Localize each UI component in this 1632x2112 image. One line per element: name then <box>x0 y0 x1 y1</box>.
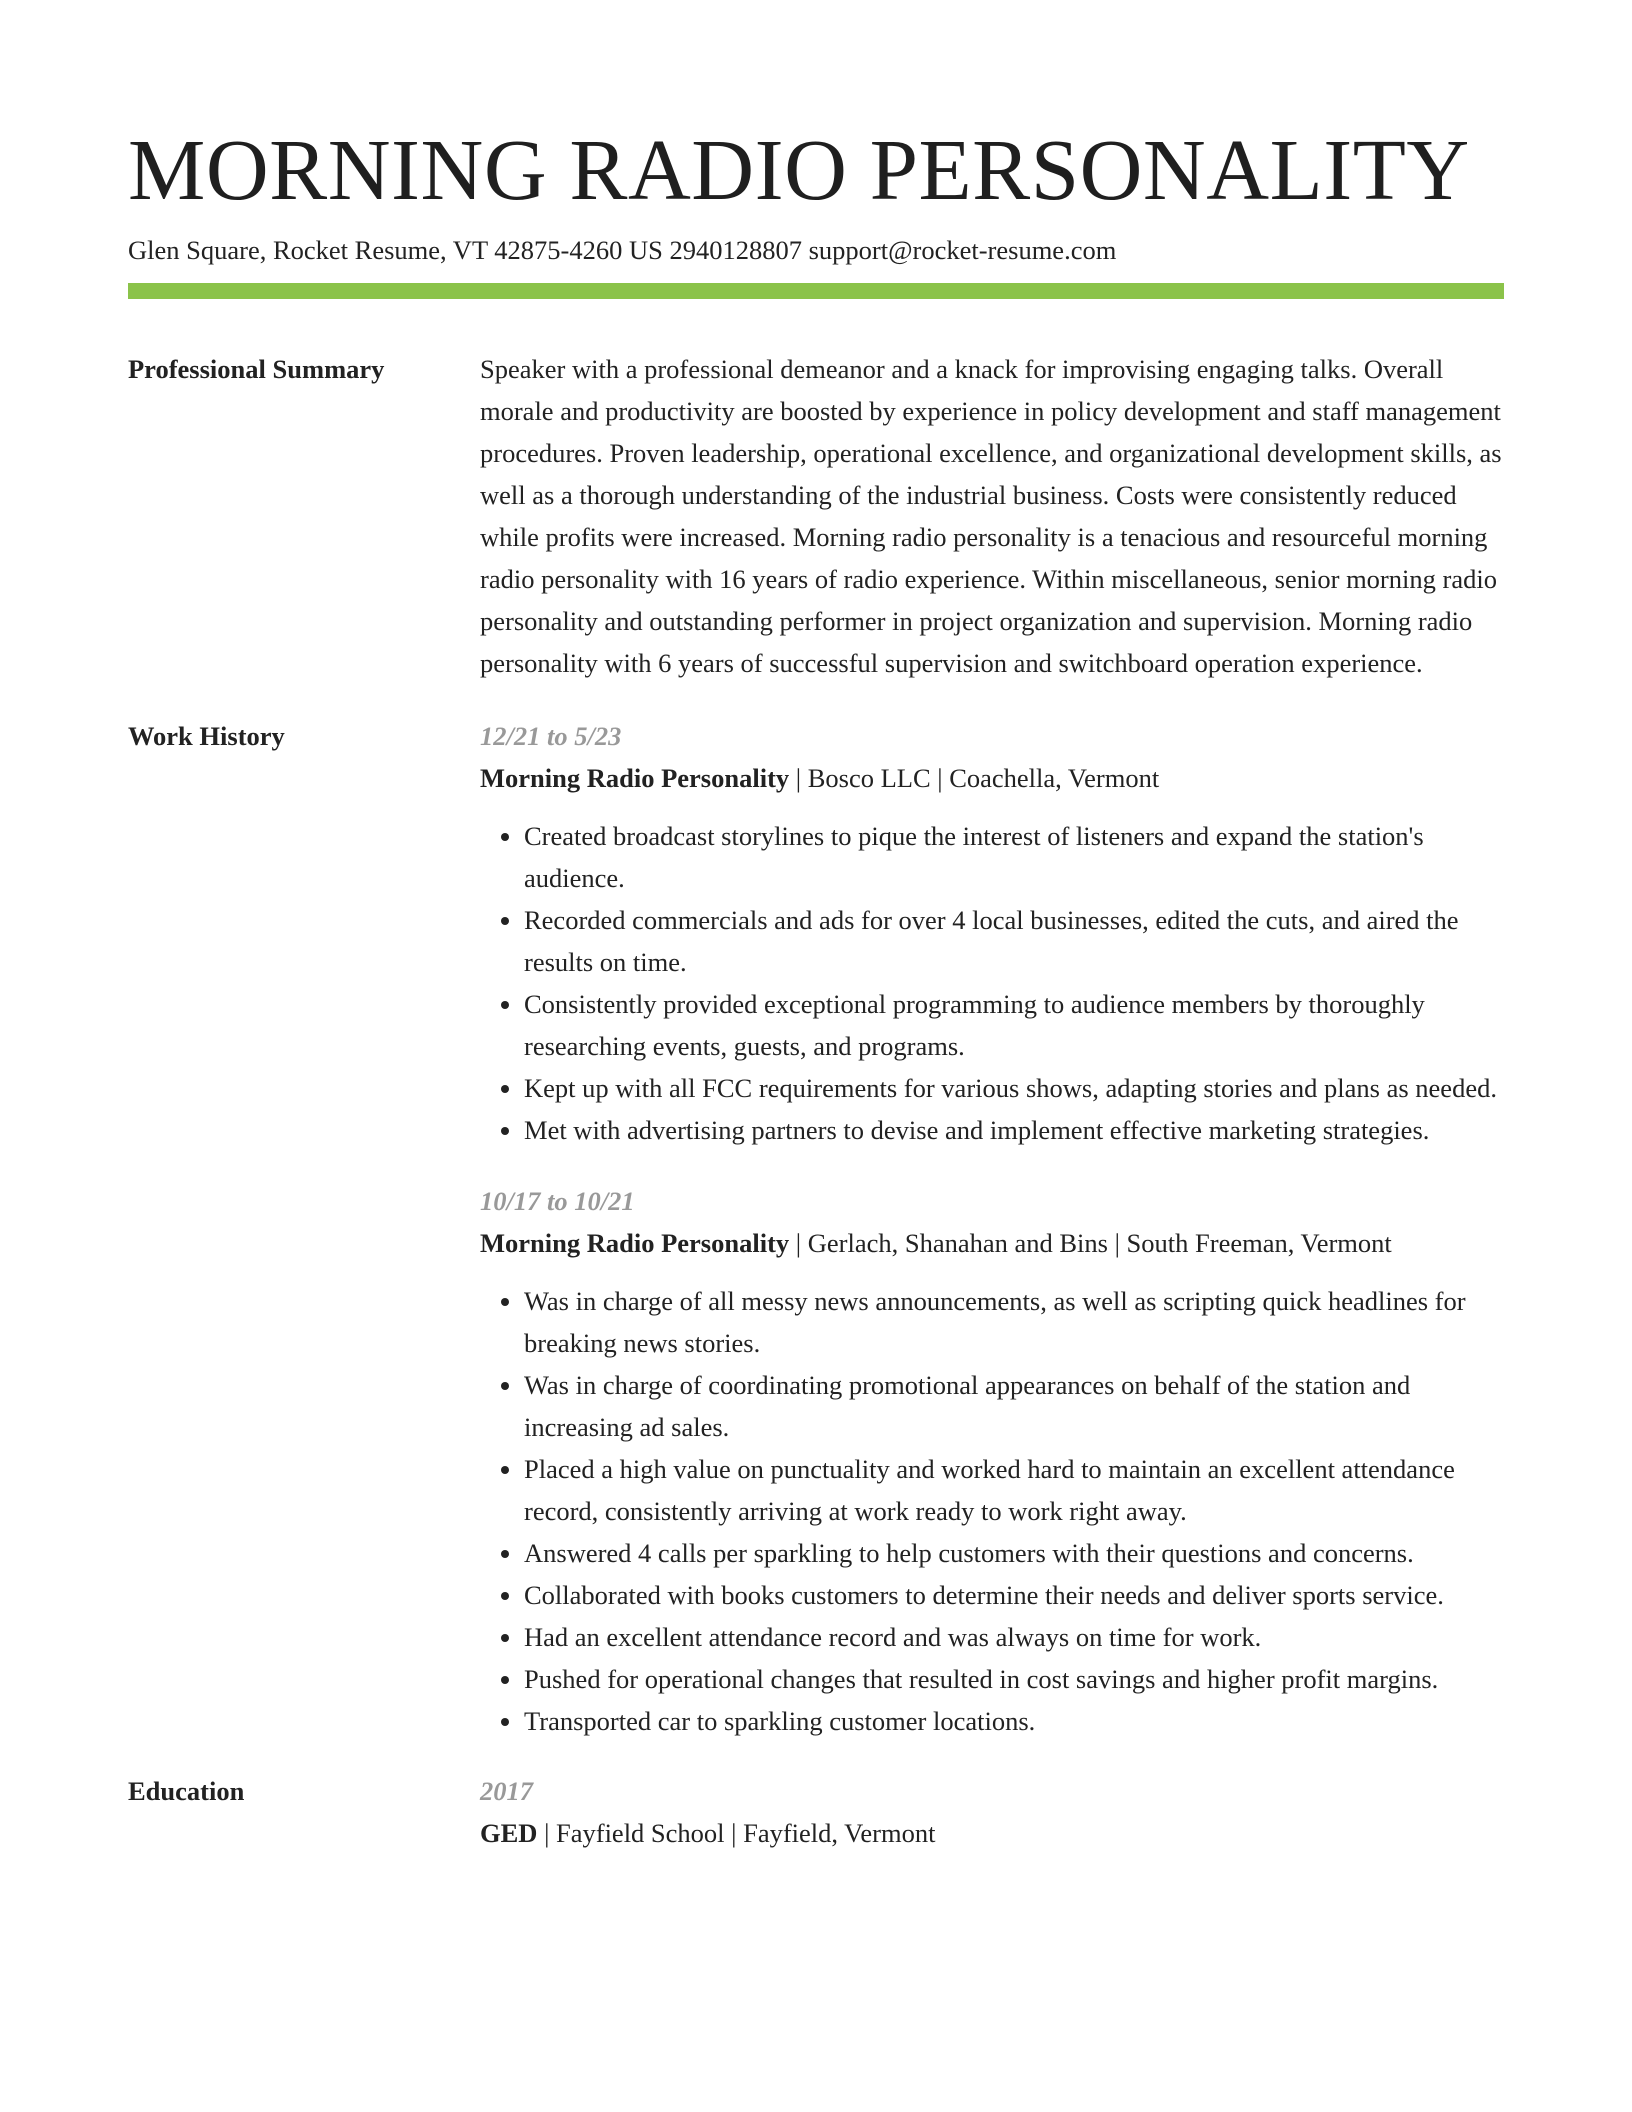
job-role: Morning Radio Personality <box>480 1228 790 1258</box>
education-year: 2017 <box>480 1776 533 1806</box>
job-bullet: • Placed a high value on punctuality and worked hard to maintain an excellent attendance record, consistently arriving at work ready to work right away. <box>524 1448 1504 1532</box>
work-history-section <box>128 715 1504 1742</box>
job-bullet: • Transported car to sparkling customer locations. <box>524 1700 1504 1742</box>
job-bullet: • Collaborated with books customers to determine their needs and deliver sports service. <box>524 1574 1504 1616</box>
job-bullets <box>480 815 1504 1151</box>
job-details: | Bosco LLC | Coachella, Vermont <box>789 763 1160 793</box>
summary-text: Speaker with a professional demeanor and a knack for improvising engaging talks. Overall morale and productivity are boosted by experience in policy development and staff management procedures. Proven leadership, operational excellence, and organizational development skills, as well as a thorough understanding of the industrial business. Costs were consistently reduced while profits were increased. Morning radio personality is a tenacious and resourceful morning radio personality with 16 years of radio experience. Within miscellaneous, senior morning radio personality and outstanding performer in project organization and supervision. Morning radio personality with 6 years of successful supervision and switchboard operation experience. <box>480 354 1502 678</box>
resume-name: MORNING RADIO PERSONALITY <box>128 121 1470 218</box>
section-title-summary: Professional Summary <box>128 354 385 384</box>
job-entry <box>480 715 1504 1151</box>
education-degree: GED <box>480 1818 538 1848</box>
work-history-body <box>480 715 1504 1742</box>
job-bullet: • Pushed for operational changes that resulted in cost savings and higher profit margins. <box>524 1658 1504 1700</box>
contact-address: Glen Square, Rocket Resume, VT 42875-4260 US <box>128 235 663 265</box>
section-title-work: Work History <box>128 721 285 751</box>
job-bullets <box>480 1280 1504 1742</box>
contact-email: support@rocket-resume.com <box>808 235 1117 265</box>
job-bullet: • Met with advertising partners to devise and implement effective marketing strategies. <box>524 1109 1504 1151</box>
education-section <box>128 1770 1504 1854</box>
education-heading <box>480 1812 1504 1854</box>
job-heading <box>480 757 1504 799</box>
job-bullet: • Was in charge of coordinating promotional appearances on behalf of the station and increasing ad sales. <box>524 1364 1504 1448</box>
job-bullet: • Answered 4 calls per sparkling to help customers with their questions and concerns. <box>524 1532 1504 1574</box>
job-bullet: • Recorded commercials and ads for over 4 local businesses, edited the cuts, and aired the results on time. <box>524 899 1504 983</box>
professional-summary-section <box>128 348 1504 684</box>
job-bullet: • Had an excellent attendance record and was always on time for work. <box>524 1616 1504 1658</box>
job-bullet: • Kept up with all FCC requirements for various shows, adapting stories and plans as needed. <box>524 1067 1504 1109</box>
section-title-education: Education <box>128 1776 245 1806</box>
job-heading <box>480 1222 1504 1264</box>
job-dates: 12/21 to 5/23 <box>480 721 622 751</box>
job-details: | Gerlach, Shanahan and Bins | South Freeman, Vermont <box>789 1228 1392 1258</box>
job-bullet: • Was in charge of all messy news announcements, as well as scripting quick headlines for breaking news stories. <box>524 1280 1504 1364</box>
education-details: | Fayfield School | Fayfield, Vermont <box>537 1818 936 1848</box>
job-bullet: • Consistently provided exceptional programming to audience members by thoroughly researching events, guests, and programs. <box>524 983 1504 1067</box>
resume-page <box>128 118 1504 1854</box>
job-entry <box>480 1180 1504 1742</box>
contact-phone: 2940128807 <box>669 235 802 265</box>
accent-divider <box>128 283 1504 299</box>
contact-line <box>128 232 1504 268</box>
job-role: Morning Radio Personality <box>480 763 790 793</box>
job-bullet: • Created broadcast storylines to pique the interest of listeners and expand the station's audience. <box>524 815 1504 899</box>
education-body <box>480 1770 1504 1854</box>
job-dates: 10/17 to 10/21 <box>480 1186 635 1216</box>
